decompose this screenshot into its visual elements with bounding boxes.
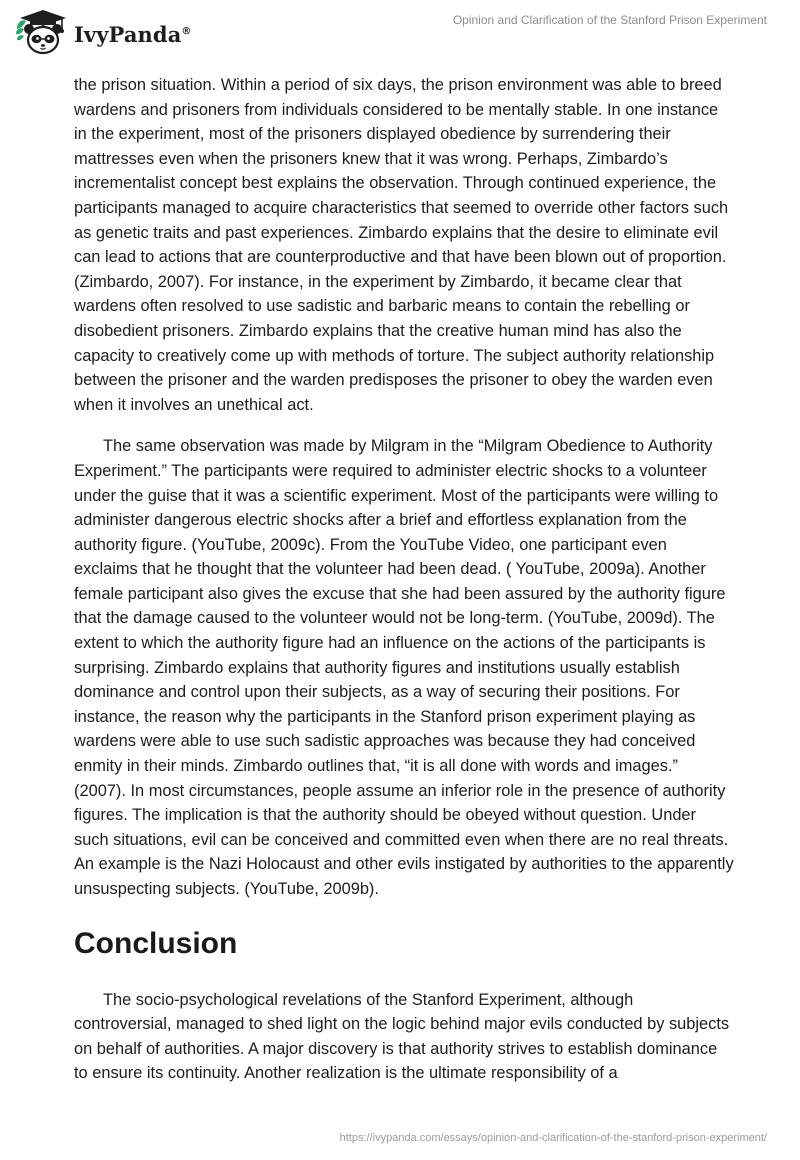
section-heading: Conclusion xyxy=(74,926,238,960)
body-paragraph: the prison situation. Within a period of six days, the prison environment was able to breed wardens and prisoners from individuals considered to be mentally stable. In one instance in the experiment, most of the prisoners displayed obedience by surrendering their mattresses even when the prisoners knew that it was wrong. Perhaps, Zimbardo’s incrementalist concept best explains the observation. Through continued experience, the participants managed to acquire characteristics that seemed to override other factors such as genetic traits and past experiences. Zimbardo explains that the desire to eliminate evil can lead to actions that are counterproductive and that have been blown out of proportion. (Zimbardo, 2007). For instance, in the experiment by Zimbardo, it became clear that wardens often resolved to use sadistic and barbaric means to contain the rebelling or disobedient prisoners. Zimbardo explains that the creative human mind has also the capacity to creatively come up with methods of torture. The subject authority relationship between the prisoner and the warden predisposes the prisoner to obey the warden even when it involves an unethical act. xyxy=(74,76,729,414)
brand-logo[interactable] xyxy=(14,8,192,58)
essay-body xyxy=(74,73,734,1086)
source-url[interactable]: https://ivypanda.com/essays/opinion-and-clarification-of-the-stanford-prison-experiment/ xyxy=(339,1132,767,1144)
brand-name: IvyPanda® xyxy=(74,21,192,47)
document-title: Opinion and Clarification of the Stanford Prison Experiment xyxy=(452,13,767,27)
panda-logo-icon xyxy=(14,8,72,58)
page-header xyxy=(0,0,800,70)
registered-mark: ® xyxy=(181,25,192,37)
body-paragraph: The same observation was made by Milgram in the “Milgram Obedience to Authority Experiment.” The participants were required to administer electric shocks to a volunteer under the guise that it was a scientific experiment. Most of the participants were willing to administer dangerous electric shocks after a brief and effortless explanation from the authority figure. (YouTube, 2009c). From the YouTube Video, one participant even exclaims that he thought that the volunteer had been dead. ( YouTube, 2009a). Another female participant also gives the excuse that she had been assured by the authority figure that the damage caused to the volunteer would not be long-term. (YouTube, 2009d). The extent to which the authority figure had an influence on the actions of the participants is surprising. Zimbardo explains that authority figures and institutions usually establish dominance and control upon their subjects, as a way of securing their positions. For instance, the reason why the participants in the Stanford prison experiment playing as wardens were able to use such sadistic approaches was because they had conceived enmity in their minds. Zimbardo outlines that, “it is all done with words and images.” (2007). In most circumstances, people assume an inferior role in the presence of authority figures. The implication is that the authority should be obeyed without question. Under such situations, evil can be conceived and committed even when there are no real threats. An example is the Nazi Holocaust and other evils instigated by authorities to the apparently unsuspecting subjects. (YouTube, 2009b). xyxy=(74,437,734,898)
conclusion-paragraph: The socio-psychological revelations of the Stanford Experiment, although controversial, managed to shed light on the logic behind major evils conducted by subjects on behalf of authorities. A major discovery is that authority strives to establish dominance to ensure its continuity. Another realization is the ultimate responsibility of a xyxy=(74,990,730,1083)
